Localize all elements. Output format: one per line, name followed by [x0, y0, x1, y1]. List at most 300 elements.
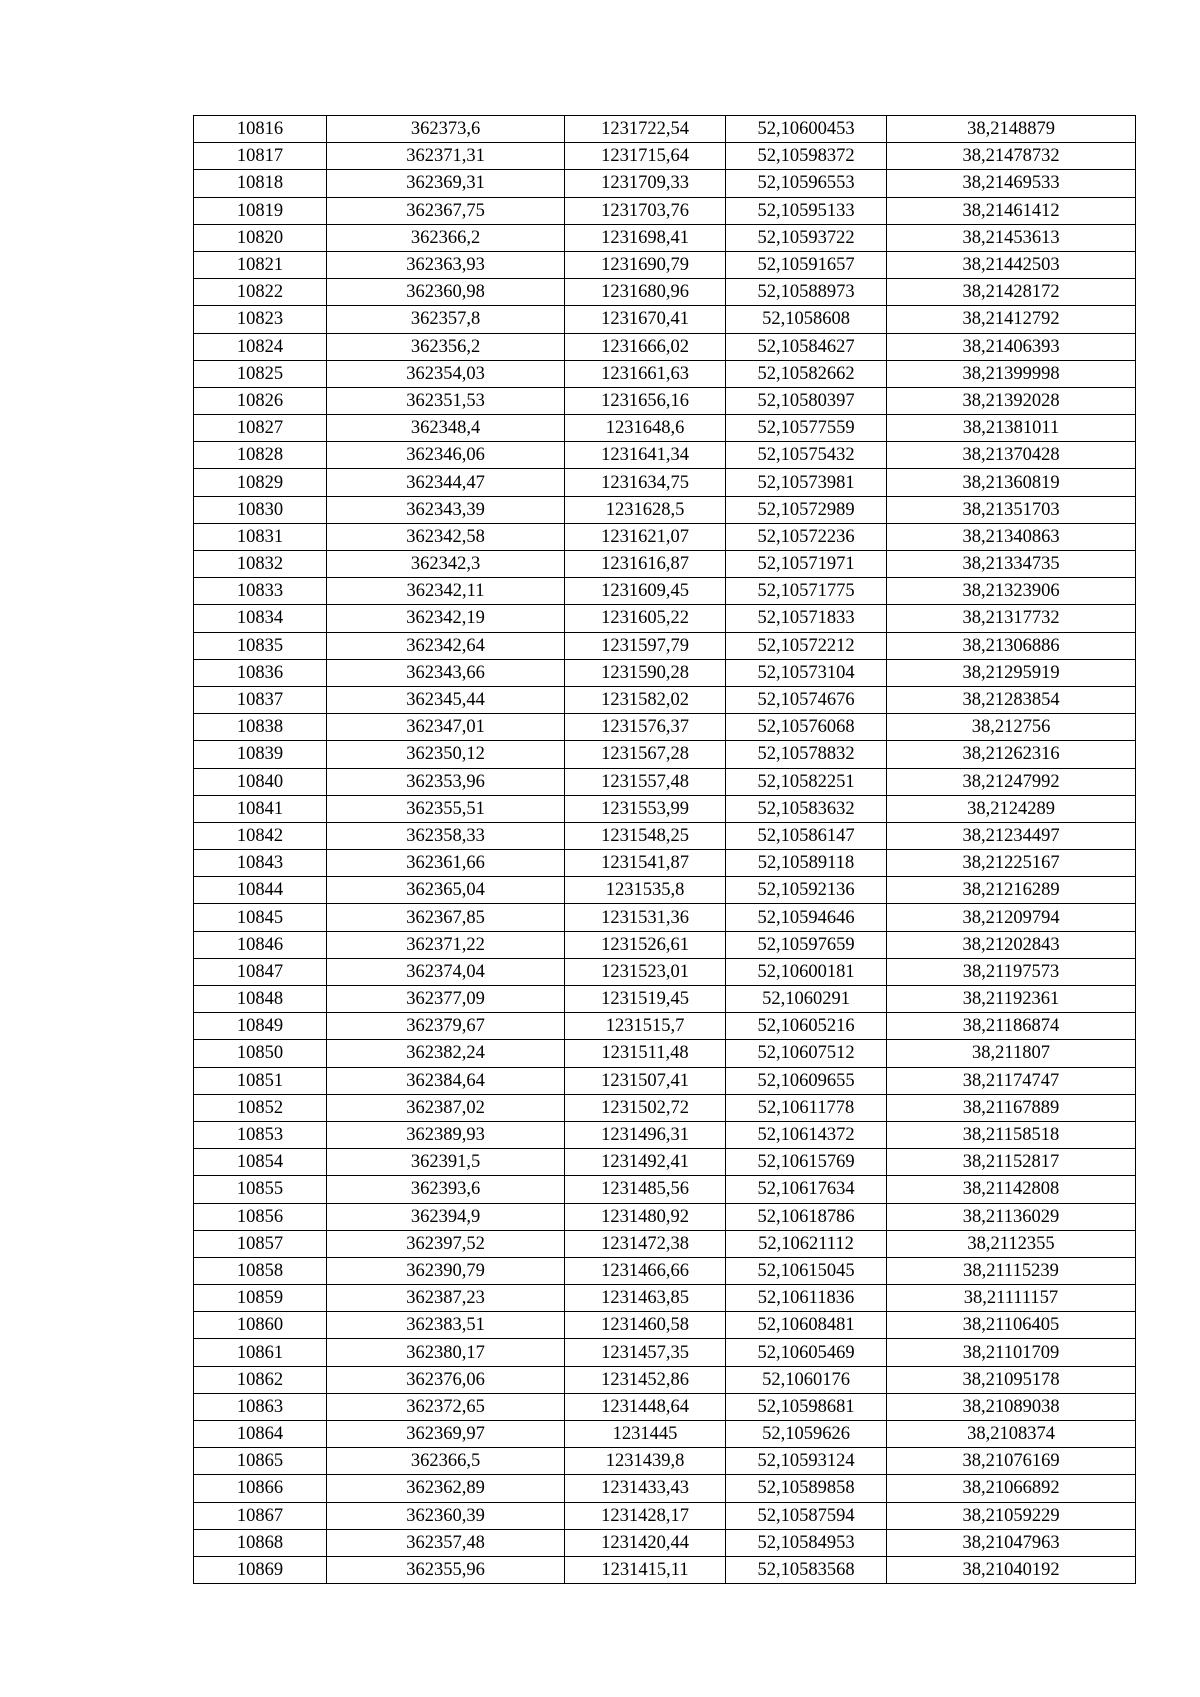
point-number-cell: 10842 [194, 822, 327, 849]
longitude-cell: 38,21461412 [887, 197, 1136, 224]
table-row [194, 197, 1136, 224]
point-number-cell: 10826 [194, 387, 327, 414]
y-coordinate-cell: 1231548,25 [565, 822, 726, 849]
table-row [194, 306, 1136, 333]
longitude-cell: 38,21381011 [887, 415, 1136, 442]
x-coordinate-cell: 362391,5 [327, 1149, 565, 1176]
point-number-cell: 10816 [194, 116, 327, 143]
coordinates-table [193, 115, 1136, 1584]
longitude-cell: 38,21209794 [887, 904, 1136, 931]
longitude-cell: 38,2124289 [887, 795, 1136, 822]
latitude-cell: 52,10587594 [726, 1502, 887, 1529]
x-coordinate-cell: 362369,31 [327, 170, 565, 197]
longitude-cell: 38,21234497 [887, 822, 1136, 849]
latitude-cell: 52,10574676 [726, 686, 887, 713]
y-coordinate-cell: 1231535,8 [565, 877, 726, 904]
y-coordinate-cell: 1231480,92 [565, 1203, 726, 1230]
table-row [194, 1529, 1136, 1556]
latitude-cell: 52,10594646 [726, 904, 887, 931]
point-number-cell: 10859 [194, 1285, 327, 1312]
latitude-cell: 52,10580397 [726, 387, 887, 414]
x-coordinate-cell: 362371,31 [327, 143, 565, 170]
table-row [194, 1121, 1136, 1148]
x-coordinate-cell: 362358,33 [327, 822, 565, 849]
latitude-cell: 52,10615045 [726, 1257, 887, 1284]
x-coordinate-cell: 362346,06 [327, 442, 565, 469]
latitude-cell: 52,10595133 [726, 197, 887, 224]
point-number-cell: 10869 [194, 1556, 327, 1583]
y-coordinate-cell: 1231439,8 [565, 1448, 726, 1475]
latitude-cell: 52,10573981 [726, 469, 887, 496]
longitude-cell: 38,21370428 [887, 442, 1136, 469]
x-coordinate-cell: 362342,3 [327, 551, 565, 578]
x-coordinate-cell: 362351,53 [327, 387, 565, 414]
longitude-cell: 38,21262316 [887, 741, 1136, 768]
y-coordinate-cell: 1231496,31 [565, 1121, 726, 1148]
y-coordinate-cell: 1231415,11 [565, 1556, 726, 1583]
point-number-cell: 10839 [194, 741, 327, 768]
table-row [194, 931, 1136, 958]
longitude-cell: 38,2148879 [887, 116, 1136, 143]
table-row [194, 116, 1136, 143]
x-coordinate-cell: 362380,17 [327, 1339, 565, 1366]
table-row [194, 170, 1136, 197]
latitude-cell: 52,10598681 [726, 1393, 887, 1420]
table-row [194, 1203, 1136, 1230]
latitude-cell: 52,10614372 [726, 1121, 887, 1148]
point-number-cell: 10852 [194, 1094, 327, 1121]
longitude-cell: 38,21115239 [887, 1257, 1136, 1284]
point-number-cell: 10825 [194, 360, 327, 387]
table-row [194, 279, 1136, 306]
table-row [194, 986, 1136, 1013]
x-coordinate-cell: 362344,47 [327, 469, 565, 496]
point-number-cell: 10845 [194, 904, 327, 931]
point-number-cell: 10827 [194, 415, 327, 442]
longitude-cell: 38,21047963 [887, 1529, 1136, 1556]
x-coordinate-cell: 362357,8 [327, 306, 565, 333]
latitude-cell: 52,10583568 [726, 1556, 887, 1583]
y-coordinate-cell: 1231466,66 [565, 1257, 726, 1284]
longitude-cell: 38,21306886 [887, 632, 1136, 659]
table-row [194, 686, 1136, 713]
y-coordinate-cell: 1231680,96 [565, 279, 726, 306]
latitude-cell: 52,10573104 [726, 659, 887, 686]
longitude-cell: 38,21192361 [887, 986, 1136, 1013]
table-row [194, 143, 1136, 170]
latitude-cell: 52,10572212 [726, 632, 887, 659]
point-number-cell: 10846 [194, 931, 327, 958]
point-number-cell: 10847 [194, 958, 327, 985]
y-coordinate-cell: 1231531,36 [565, 904, 726, 931]
table-row [194, 224, 1136, 251]
table-row [194, 1067, 1136, 1094]
latitude-cell: 52,10600181 [726, 958, 887, 985]
latitude-cell: 52,10575432 [726, 442, 887, 469]
table-row [194, 251, 1136, 278]
table-row [194, 632, 1136, 659]
x-coordinate-cell: 362357,48 [327, 1529, 565, 1556]
latitude-cell: 52,10591657 [726, 251, 887, 278]
y-coordinate-cell: 1231715,64 [565, 143, 726, 170]
y-coordinate-cell: 1231511,48 [565, 1040, 726, 1067]
x-coordinate-cell: 362365,04 [327, 877, 565, 904]
latitude-cell: 52,10615769 [726, 1149, 887, 1176]
y-coordinate-cell: 1231448,64 [565, 1393, 726, 1420]
table-row [194, 605, 1136, 632]
point-number-cell: 10835 [194, 632, 327, 659]
point-number-cell: 10867 [194, 1502, 327, 1529]
longitude-cell: 38,21406393 [887, 333, 1136, 360]
x-coordinate-cell: 362342,19 [327, 605, 565, 632]
latitude-cell: 52,10605469 [726, 1339, 887, 1366]
point-number-cell: 10840 [194, 768, 327, 795]
latitude-cell: 52,10583632 [726, 795, 887, 822]
table-row [194, 958, 1136, 985]
table-row [194, 1312, 1136, 1339]
latitude-cell: 52,10592136 [726, 877, 887, 904]
y-coordinate-cell: 1231463,85 [565, 1285, 726, 1312]
longitude-cell: 38,21136029 [887, 1203, 1136, 1230]
point-number-cell: 10821 [194, 251, 327, 278]
longitude-cell: 38,21453613 [887, 224, 1136, 251]
point-number-cell: 10829 [194, 469, 327, 496]
point-number-cell: 10860 [194, 1312, 327, 1339]
x-coordinate-cell: 362367,85 [327, 904, 565, 931]
x-coordinate-cell: 362343,66 [327, 659, 565, 686]
table-row [194, 442, 1136, 469]
longitude-cell: 38,21142808 [887, 1176, 1136, 1203]
longitude-cell: 38,21089038 [887, 1393, 1136, 1420]
longitude-cell: 38,21225167 [887, 850, 1136, 877]
longitude-cell: 38,21428172 [887, 279, 1136, 306]
latitude-cell: 52,10571833 [726, 605, 887, 632]
latitude-cell: 52,1060176 [726, 1366, 887, 1393]
longitude-cell: 38,21360819 [887, 469, 1136, 496]
y-coordinate-cell: 1231433,43 [565, 1475, 726, 1502]
x-coordinate-cell: 362379,67 [327, 1013, 565, 1040]
latitude-cell: 52,10584953 [726, 1529, 887, 1556]
x-coordinate-cell: 362374,04 [327, 958, 565, 985]
longitude-cell: 38,21334735 [887, 551, 1136, 578]
longitude-cell: 38,21040192 [887, 1556, 1136, 1583]
point-number-cell: 10844 [194, 877, 327, 904]
x-coordinate-cell: 362376,06 [327, 1366, 565, 1393]
latitude-cell: 52,10607512 [726, 1040, 887, 1067]
table-row [194, 415, 1136, 442]
x-coordinate-cell: 362342,11 [327, 578, 565, 605]
y-coordinate-cell: 1231616,87 [565, 551, 726, 578]
y-coordinate-cell: 1231485,56 [565, 1176, 726, 1203]
table-row [194, 822, 1136, 849]
y-coordinate-cell: 1231698,41 [565, 224, 726, 251]
table-row [194, 496, 1136, 523]
y-coordinate-cell: 1231526,61 [565, 931, 726, 958]
point-number-cell: 10822 [194, 279, 327, 306]
point-number-cell: 10832 [194, 551, 327, 578]
x-coordinate-cell: 362363,93 [327, 251, 565, 278]
x-coordinate-cell: 362377,09 [327, 986, 565, 1013]
table-row [194, 1502, 1136, 1529]
longitude-cell: 38,21167889 [887, 1094, 1136, 1121]
table-row [194, 1013, 1136, 1040]
point-number-cell: 10836 [194, 659, 327, 686]
latitude-cell: 52,10572236 [726, 523, 887, 550]
table-row [194, 1366, 1136, 1393]
latitude-cell: 52,10577559 [726, 415, 887, 442]
y-coordinate-cell: 1231567,28 [565, 741, 726, 768]
y-coordinate-cell: 1231502,72 [565, 1094, 726, 1121]
table-row [194, 387, 1136, 414]
longitude-cell: 38,21317732 [887, 605, 1136, 632]
y-coordinate-cell: 1231582,02 [565, 686, 726, 713]
point-number-cell: 10856 [194, 1203, 327, 1230]
table-row [194, 1230, 1136, 1257]
table-row [194, 1040, 1136, 1067]
table-row [194, 360, 1136, 387]
latitude-cell: 52,10593722 [726, 224, 887, 251]
point-number-cell: 10853 [194, 1121, 327, 1148]
y-coordinate-cell: 1231709,33 [565, 170, 726, 197]
latitude-cell: 52,10582662 [726, 360, 887, 387]
latitude-cell: 52,10608481 [726, 1312, 887, 1339]
x-coordinate-cell: 362387,23 [327, 1285, 565, 1312]
table-row [194, 578, 1136, 605]
longitude-cell: 38,21412792 [887, 306, 1136, 333]
y-coordinate-cell: 1231690,79 [565, 251, 726, 278]
latitude-cell: 52,10586147 [726, 822, 887, 849]
table-row [194, 523, 1136, 550]
y-coordinate-cell: 1231460,58 [565, 1312, 726, 1339]
table-row [194, 1421, 1136, 1448]
point-number-cell: 10828 [194, 442, 327, 469]
y-coordinate-cell: 1231472,38 [565, 1230, 726, 1257]
longitude-cell: 38,21095178 [887, 1366, 1136, 1393]
x-coordinate-cell: 362343,39 [327, 496, 565, 523]
longitude-cell: 38,21059229 [887, 1502, 1136, 1529]
latitude-cell: 52,10597659 [726, 931, 887, 958]
x-coordinate-cell: 362387,02 [327, 1094, 565, 1121]
x-coordinate-cell: 362360,98 [327, 279, 565, 306]
x-coordinate-cell: 362367,75 [327, 197, 565, 224]
table-row [194, 1285, 1136, 1312]
point-number-cell: 10841 [194, 795, 327, 822]
y-coordinate-cell: 1231553,99 [565, 795, 726, 822]
point-number-cell: 10857 [194, 1230, 327, 1257]
x-coordinate-cell: 362354,03 [327, 360, 565, 387]
point-number-cell: 10834 [194, 605, 327, 632]
latitude-cell: 52,10596553 [726, 170, 887, 197]
x-coordinate-cell: 362355,51 [327, 795, 565, 822]
y-coordinate-cell: 1231576,37 [565, 714, 726, 741]
latitude-cell: 52,10589858 [726, 1475, 887, 1502]
longitude-cell: 38,21392028 [887, 387, 1136, 414]
x-coordinate-cell: 362393,6 [327, 1176, 565, 1203]
point-number-cell: 10855 [194, 1176, 327, 1203]
x-coordinate-cell: 362345,44 [327, 686, 565, 713]
point-number-cell: 10818 [194, 170, 327, 197]
latitude-cell: 52,10609655 [726, 1067, 887, 1094]
table-row [194, 1448, 1136, 1475]
y-coordinate-cell: 1231703,76 [565, 197, 726, 224]
latitude-cell: 52,10578832 [726, 741, 887, 768]
y-coordinate-cell: 1231666,02 [565, 333, 726, 360]
longitude-cell: 38,21295919 [887, 659, 1136, 686]
longitude-cell: 38,21186874 [887, 1013, 1136, 1040]
y-coordinate-cell: 1231597,79 [565, 632, 726, 659]
longitude-cell: 38,21283854 [887, 686, 1136, 713]
longitude-cell: 38,211807 [887, 1040, 1136, 1067]
table-row [194, 850, 1136, 877]
longitude-cell: 38,21340863 [887, 523, 1136, 550]
point-number-cell: 10850 [194, 1040, 327, 1067]
longitude-cell: 38,21216289 [887, 877, 1136, 904]
point-number-cell: 10833 [194, 578, 327, 605]
y-coordinate-cell: 1231670,41 [565, 306, 726, 333]
x-coordinate-cell: 362348,4 [327, 415, 565, 442]
table-row [194, 659, 1136, 686]
table-row [194, 469, 1136, 496]
latitude-cell: 52,10611836 [726, 1285, 887, 1312]
latitude-cell: 52,10598372 [726, 143, 887, 170]
point-number-cell: 10823 [194, 306, 327, 333]
longitude-cell: 38,21174747 [887, 1067, 1136, 1094]
x-coordinate-cell: 362366,5 [327, 1448, 565, 1475]
y-coordinate-cell: 1231621,07 [565, 523, 726, 550]
table-row [194, 795, 1136, 822]
point-number-cell: 10863 [194, 1393, 327, 1420]
table-row [194, 877, 1136, 904]
latitude-cell: 52,10593124 [726, 1448, 887, 1475]
table-row [194, 714, 1136, 741]
x-coordinate-cell: 362356,2 [327, 333, 565, 360]
y-coordinate-cell: 1231605,22 [565, 605, 726, 632]
latitude-cell: 52,1060291 [726, 986, 887, 1013]
longitude-cell: 38,21323906 [887, 578, 1136, 605]
point-number-cell: 10862 [194, 1366, 327, 1393]
coordinates-table-body [194, 116, 1136, 1584]
longitude-cell: 38,2112355 [887, 1230, 1136, 1257]
x-coordinate-cell: 362382,24 [327, 1040, 565, 1067]
point-number-cell: 10830 [194, 496, 327, 523]
table-row [194, 768, 1136, 795]
longitude-cell: 38,21351703 [887, 496, 1136, 523]
longitude-cell: 38,21442503 [887, 251, 1136, 278]
table-row [194, 1475, 1136, 1502]
y-coordinate-cell: 1231628,5 [565, 496, 726, 523]
x-coordinate-cell: 362394,9 [327, 1203, 565, 1230]
x-coordinate-cell: 362390,79 [327, 1257, 565, 1284]
x-coordinate-cell: 362371,22 [327, 931, 565, 958]
longitude-cell: 38,21202843 [887, 931, 1136, 958]
x-coordinate-cell: 362384,64 [327, 1067, 565, 1094]
point-number-cell: 10865 [194, 1448, 327, 1475]
point-number-cell: 10819 [194, 197, 327, 224]
x-coordinate-cell: 362347,01 [327, 714, 565, 741]
y-coordinate-cell: 1231541,87 [565, 850, 726, 877]
y-coordinate-cell: 1231656,16 [565, 387, 726, 414]
longitude-cell: 38,21469533 [887, 170, 1136, 197]
latitude-cell: 52,10617634 [726, 1176, 887, 1203]
point-number-cell: 10861 [194, 1339, 327, 1366]
y-coordinate-cell: 1231507,41 [565, 1067, 726, 1094]
latitude-cell: 52,10582251 [726, 768, 887, 795]
latitude-cell: 52,10618786 [726, 1203, 887, 1230]
table-row [194, 1257, 1136, 1284]
point-number-cell: 10851 [194, 1067, 327, 1094]
latitude-cell: 52,10589118 [726, 850, 887, 877]
point-number-cell: 10848 [194, 986, 327, 1013]
latitude-cell: 52,1059626 [726, 1421, 887, 1448]
x-coordinate-cell: 362361,66 [327, 850, 565, 877]
point-number-cell: 10854 [194, 1149, 327, 1176]
point-number-cell: 10831 [194, 523, 327, 550]
y-coordinate-cell: 1231590,28 [565, 659, 726, 686]
latitude-cell: 52,10611778 [726, 1094, 887, 1121]
y-coordinate-cell: 1231648,6 [565, 415, 726, 442]
longitude-cell: 38,21247992 [887, 768, 1136, 795]
table-row [194, 551, 1136, 578]
y-coordinate-cell: 1231557,48 [565, 768, 726, 795]
longitude-cell: 38,21076169 [887, 1448, 1136, 1475]
latitude-cell: 52,10600453 [726, 116, 887, 143]
longitude-cell: 38,21197573 [887, 958, 1136, 985]
point-number-cell: 10820 [194, 224, 327, 251]
point-number-cell: 10837 [194, 686, 327, 713]
longitude-cell: 38,212756 [887, 714, 1136, 741]
x-coordinate-cell: 362397,52 [327, 1230, 565, 1257]
point-number-cell: 10849 [194, 1013, 327, 1040]
latitude-cell: 52,10588973 [726, 279, 887, 306]
x-coordinate-cell: 362350,12 [327, 741, 565, 768]
longitude-cell: 38,21106405 [887, 1312, 1136, 1339]
y-coordinate-cell: 1231661,63 [565, 360, 726, 387]
y-coordinate-cell: 1231641,34 [565, 442, 726, 469]
point-number-cell: 10864 [194, 1421, 327, 1448]
y-coordinate-cell: 1231722,54 [565, 116, 726, 143]
longitude-cell: 38,21066892 [887, 1475, 1136, 1502]
y-coordinate-cell: 1231634,75 [565, 469, 726, 496]
latitude-cell: 52,1058608 [726, 306, 887, 333]
y-coordinate-cell: 1231492,41 [565, 1149, 726, 1176]
y-coordinate-cell: 1231457,35 [565, 1339, 726, 1366]
latitude-cell: 52,10576068 [726, 714, 887, 741]
latitude-cell: 52,10605216 [726, 1013, 887, 1040]
x-coordinate-cell: 362366,2 [327, 224, 565, 251]
table-row [194, 1176, 1136, 1203]
table-row [194, 741, 1136, 768]
point-number-cell: 10858 [194, 1257, 327, 1284]
x-coordinate-cell: 362360,39 [327, 1502, 565, 1529]
latitude-cell: 52,10572989 [726, 496, 887, 523]
point-number-cell: 10817 [194, 143, 327, 170]
x-coordinate-cell: 362372,65 [327, 1393, 565, 1420]
latitude-cell: 52,10621112 [726, 1230, 887, 1257]
y-coordinate-cell: 1231420,44 [565, 1529, 726, 1556]
table-row [194, 333, 1136, 360]
point-number-cell: 10843 [194, 850, 327, 877]
table-row [194, 1556, 1136, 1583]
y-coordinate-cell: 1231519,45 [565, 986, 726, 1013]
x-coordinate-cell: 362383,51 [327, 1312, 565, 1339]
x-coordinate-cell: 362342,58 [327, 523, 565, 550]
x-coordinate-cell: 362355,96 [327, 1556, 565, 1583]
y-coordinate-cell: 1231523,01 [565, 958, 726, 985]
table-row [194, 1339, 1136, 1366]
y-coordinate-cell: 1231452,86 [565, 1366, 726, 1393]
y-coordinate-cell: 1231445 [565, 1421, 726, 1448]
longitude-cell: 38,21111157 [887, 1285, 1136, 1312]
